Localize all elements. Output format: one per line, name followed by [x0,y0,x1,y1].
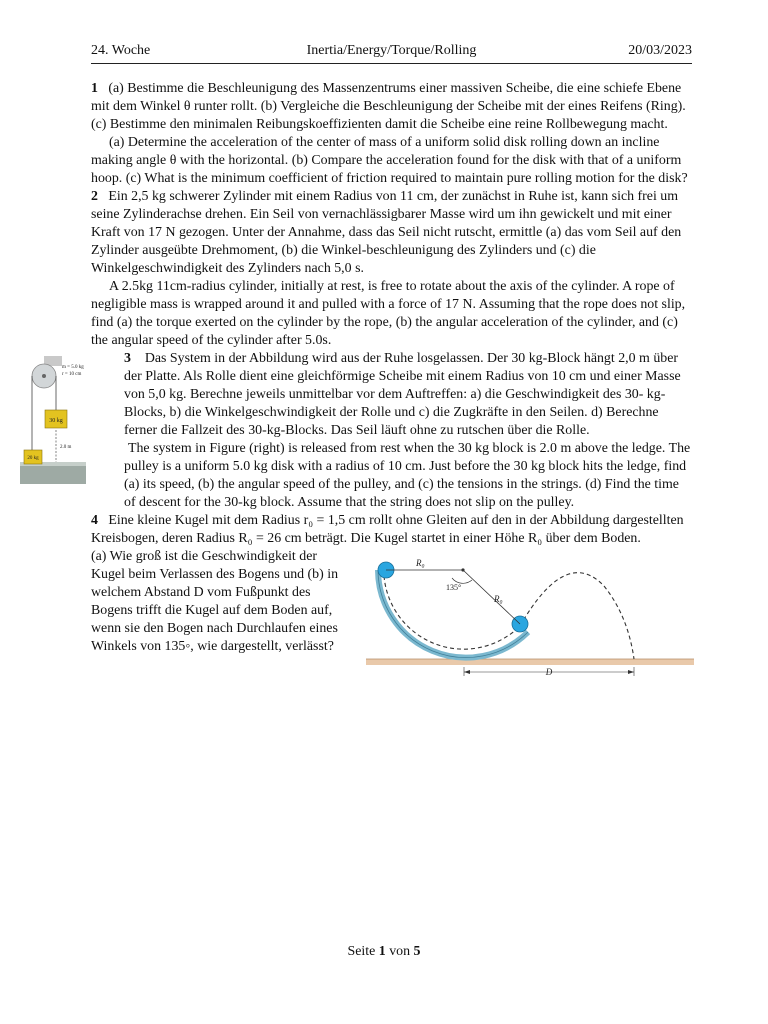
footer-prefix: Seite [347,944,376,959]
footer-mid: von [389,944,411,959]
radius-label-diagonal: R₀ [494,594,503,604]
problem-1-text-de: (a) Bestimme die Beschleunigung des Massenzentrums einer massiven Scheibe, die eine schiefe Ebene mit dem Winkel θ runter rollt. (b) Vergleiche die Beschleunigung der Scheibe mit der eines Reifens (Ring). (c) Bestimme den minimalen Reibungskoeffizienten damit die Scheibe eine reine Rollbewegung macht. [91,81,686,132]
top-block-label: 30 kg [49,418,63,424]
page-content [27,80,692,678]
height-label: 2.0 m [60,445,72,450]
header-week: 24. Woche [91,43,151,58]
pulley-radius-label: r = 10 cm [62,372,82,377]
footer-page-number: 1 [378,944,386,959]
problem-4-question: (a) Wie groß ist die Geschwindigkeit der Kugel beim Verlassen des Bogens und (b) in welchem Abstand D vom Fußpunkt des Bogens trifft die Kugel auf dem Boden auf, wenn sie den Bogen nach Durchlaufen eines Winkels von 135◦, wie dargestellt, verlässt? [91,549,339,654]
footer-total-pages: 5 [413,944,421,959]
problem-3-en-start [124,440,692,512]
problem-4-text-intro: Eine kleine Kugel mit dem Radius r₀ = 1,5 cm rollt ohne Gleiten auf den in der Abbildung dargestellten Kreisbogen, deren Radius R₀ = 26 cm beträgt. Die Kugel startet in einer Höhe R₀ über dem Boden. [91,513,684,546]
problem-1-de [91,80,692,134]
distance-label: D [545,667,553,676]
problem-1-number: 1 [91,81,98,96]
pulley-mass-label: m = 5.0 kg [62,365,84,370]
problem-4-de-intro [91,512,692,548]
problem-4-number: 4 [91,513,98,528]
problem-3-de [124,350,692,440]
problem-3-text-de: Das System in der Abbildung wird aus der Ruhe losgelassen. Der 30 kg-Block hängt 2,0 m über der Platte. Als Rolle dient eine gleichförmige Scheibe mit einem Radius von 10 cm und einer Masse von 5,0 kg. Berechne jeweils unmittelbar vor dem Auftreffen: a) die Geschwindigkeit des 30- kg-Blocks, b) die Winkelgeschwindigkeit der Rolle und c) die Zugkräfte in den Seilen. d) Berechne ferner die Fallzeit des 30-kg-Blocks. Das Seil läuft ohne zu rutschen über die Rolle. [124,351,681,438]
problem-1-en: (a) Determine the acceleration of the center of mass of a uniform solid disk rolling down an incline making angle θ with the horizontal. (b) Compare the acceleration found for the disk with that of a uniform hoop. (c) What is the minimum coefficient of friction required to maintain pure rolling motion for the disk? [91,135,688,186]
problem-2-de [91,188,692,278]
angle-label: 135° [446,583,462,592]
arc-track-figure [366,556,694,676]
problem-2-en: A 2.5kg 11cm-radius cylinder, initially at rest, is free to rotate about the axis of the cylinder. A rope of negligible mass is wrapped around it and pulled with a force of 17 N. Assuming that the rope does not slip, find (a) the torque exerted on the cylinder by the rope, (b) the angular acceleration of the cylinder, and (c) the angular speed of the cylinder after 5.0s. [91,279,686,348]
radius-label-top: R₀ [416,558,425,568]
problem-3 [27,350,692,512]
problem-2-number: 2 [91,189,98,204]
problem-3-number: 3 [124,351,131,366]
pulley-system-figure [20,356,86,486]
problem-3-text-en: The system in Figure (right) is released from rest when the 30 kg block is 2.0 m above the ledge. The pulley is a uniform 5.0 kg disk with a radius of 10 cm. Just before the 30 kg block hits the ledge, find (a) its speed, (b) the angular speed of the pulley, and (c) the tensions in the strings. (d) Find the time of descent for the 30-kg block. Assume that the string does not slip on the pulley. [124,441,691,510]
header-date: 20/03/2023 [628,43,692,58]
page-footer [0,944,768,960]
problem-4-body [91,548,692,678]
problem-2-text-de: Ein 2,5 kg schwerer Zylinder mit einem Radius von 11 cm, der zunächst in Ruhe ist, kann sich frei um seine Zylinderachse drehen. Ein Seil von vernachlässigbarer Masse wird um ihn gewickelt und mit einer Kraft von 17 N gezogen. Unter der Annahme, dass das Seil nicht rutscht, ermittle (a) das vom Seil auf den Zylinder ausgeübte Drehmoment, (b) die Winkel-beschleunigung des Zylinders und (c) die Winkelgeschwindigkeit des Zylinders nach 5,0 s. [91,189,682,276]
header-topic: Inertia/Energy/Torque/Rolling [306,43,477,58]
bottom-block-label: 20 kg [27,456,39,461]
page-header [91,41,692,64]
